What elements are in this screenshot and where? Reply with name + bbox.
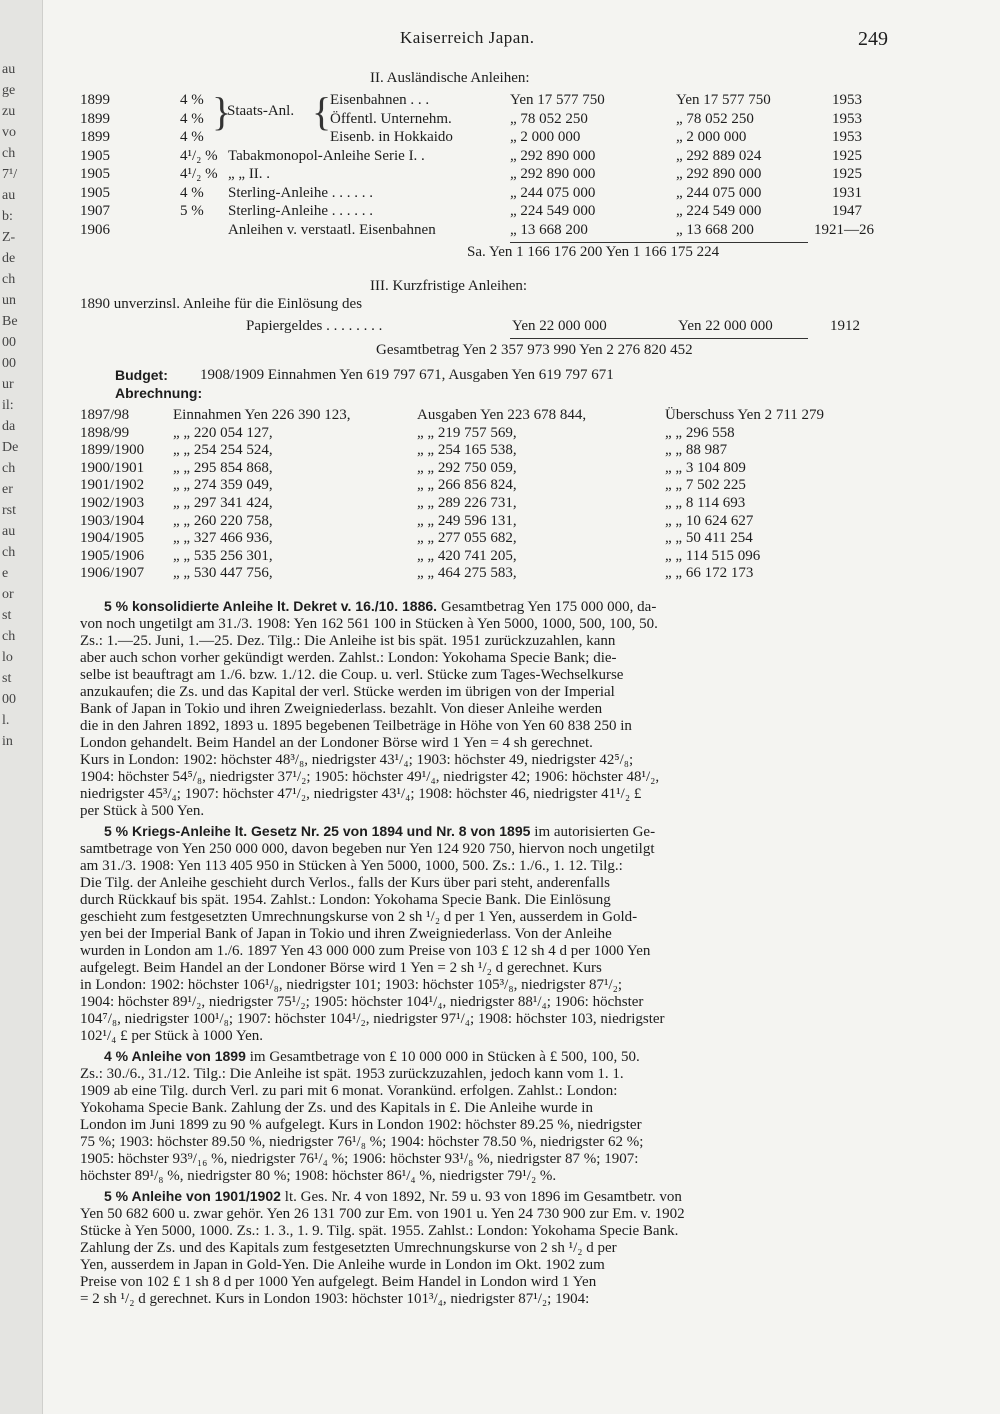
running-header: Kaiserreich Japan. (400, 28, 535, 47)
abrechnung-ausgaben: „ „ 464 275 583, (417, 565, 517, 582)
paragraph-text: im autorisierten Ge- (534, 824, 656, 840)
paragraph-line (80, 1188, 880, 1206)
margin-fragment: De (2, 440, 19, 455)
loan-nominal: „ 292 890 000 (510, 166, 596, 182)
paragraph-text: Gesamtbetrag Yen 175 000 000, da- (440, 599, 657, 615)
paragraph-line: aber auch schon vorher gekündigt werden. Zahlst.: London: Yokohama Specie Bank; die- (80, 650, 617, 666)
loan-maturity: 1921—26 (814, 221, 874, 238)
paragraph-line: Die Tilg. der Anleihe geschieht durch Verlos., falls der Kurs über pari steht, anderenfalls (80, 875, 611, 891)
paragraph-line: Zs.: 30./6., 31./12. Tilg.: Die Anleihe ist spät. 1953 zurückzuzahlen, jedoch kann vom 1. 1. (80, 1066, 624, 1082)
paragraph-line: geschieht zum festgesetzten Umrechnungskurse von 2 sh ¹/₂ d per 1 Yen, ausserdem in Gold- (80, 909, 638, 925)
margin-fragment: Z- (2, 230, 16, 245)
margin-fragment: ch (2, 461, 16, 476)
loan-year: 1905 (80, 166, 110, 182)
paragraph-heading: 5 % Kriegs-Anleihe lt. Gesetz Nr. 25 von 1894 und Nr. 8 von 1895 (104, 823, 535, 839)
paragraph-line: von noch ungetilgt am 31./3. 1908: Yen 162 561 100 in Stücken à Yen 5000, 1000, 500, 100, 50. (80, 616, 658, 632)
abrechnung-ueberschuss: „ „ 66 172 173 (665, 565, 754, 582)
loan-nominal: „ 244 075 000 (510, 184, 596, 201)
abrechnung-einnahmen: „ „ 295 854 868, (173, 459, 273, 476)
short-term-yen2: Yen 22 000 000 (678, 318, 773, 334)
loan-nominal: „ 13 668 200 (510, 221, 588, 238)
abrechnung-year: 1904/1905 (80, 530, 145, 547)
margin-fragment: un (2, 293, 16, 308)
margin-fragment: ch (2, 545, 16, 560)
margin-fragment: 7¹/ (2, 167, 18, 182)
paragraph-line: durch Rückkauf bis spät. 1954. Zahlst.: London: Yokohama Specie Bank. Die Einlösung (80, 892, 611, 908)
loan-name: Eisenbahnen . . . (330, 92, 430, 108)
loan-maturity: 1953 (832, 129, 862, 145)
paragraph-line (80, 1048, 880, 1066)
loan-maturity: 1931 (832, 184, 862, 201)
paragraph-text: lt. Ges. Nr. 4 von 1892, Nr. 59 u. 93 von 1896 im Gesamtbetr. von (284, 1189, 682, 1205)
abrechnung-einnahmen: „ „ 535 256 301, (173, 547, 273, 564)
loan-paragraph (80, 1188, 880, 1308)
loan-outstanding: „ 78 052 250 (676, 110, 754, 127)
paragraph-line: Bank of Japan in Tokio und ihren Zweigniederlass. bezahlt. Von dieser Anleihe werden (80, 701, 603, 717)
loan-outstanding: „ 13 668 200 (676, 221, 754, 238)
abrechnung-ueberschuss: „ „ 7 502 225 (665, 477, 746, 494)
abrechnung-ausgaben: „ „ 277 055 682, (417, 530, 517, 547)
abrechnung-ueberschuss: „ „ 114 515 096 (665, 547, 761, 564)
abrechnung-einnahmen: „ „ 327 466 936, (173, 530, 273, 547)
gesamt-rule (510, 338, 808, 339)
paragraph-line: am 31./3. 1908: Yen 113 405 950 in Stücken à Yen 5000, 1000, 500. Zs.: 1./6., 1. 12. Tilg.: (80, 858, 623, 874)
abrechnung-einnahmen: „ „ 254 254 524, (173, 442, 273, 459)
paragraph-line: London im Juni 1899 zu 90 % aufgelegt. Kurs in London 1902: höchster 89.25 %, niedrigster (80, 1117, 642, 1133)
margin-fragment: vo (2, 125, 16, 140)
loan-maturity: 1947 (832, 203, 862, 219)
abrechnung-ausgaben: Ausgaben Yen 223 678 844, (417, 407, 587, 423)
loan-rate: 5 % (180, 203, 204, 219)
loan-name: Sterling-Anleihe . . . . . . (228, 203, 373, 219)
loan-year: 1899 (80, 129, 110, 145)
margin-fragment: da (2, 419, 16, 434)
margin-fragment: au (2, 188, 16, 203)
abrechnung-ueberschuss: Überschuss Yen 2 711 279 (665, 407, 825, 423)
loan-rate: 4 % (180, 184, 204, 201)
paragraph-line: per Stück à 500 Yen. (80, 803, 205, 819)
loan-rate: 4 % (180, 110, 204, 127)
abrechnung-ausgaben: „ „ 249 596 131, (417, 512, 517, 529)
section-title-foreign-loans: II. Ausländische Anleihen: (370, 70, 530, 86)
loan-rate: 4¹/₂ % (180, 147, 218, 164)
abrechnung-year: 1898/99 (80, 424, 130, 441)
margin-fragment: in (2, 734, 13, 749)
margin-fragment: 00 (2, 356, 16, 371)
budget-label: Budget: (115, 367, 168, 383)
brace-left: } (212, 89, 232, 134)
paragraph-line: die in den Jahren 1892, 1893 u. 1895 begebenen Teilbeträge in Höhe von Yen 60 838 250 in (80, 718, 632, 734)
paragraph-line: London gehandelt. Beim Handel an der Londoner Börse wird 1 Yen = 4 sh gerechnet. (80, 735, 593, 751)
abrechnung-ueberschuss: „ „ 3 104 809 (665, 459, 746, 476)
margin-fragment: lo (2, 650, 13, 665)
paragraph-line: yen bei der Imperial Bank of Japan in Tokio und ihren Zweigniederlass. Von der Anleihe (80, 926, 612, 942)
abrechnung-year: 1905/1906 (80, 547, 145, 564)
loan-year: 1899 (80, 92, 110, 108)
loan-name: „ „ II. . (228, 166, 271, 182)
paragraph-line: wurden in London am 1./6. 1897 Yen 43 000 000 zum Preise von 103 £ 12 sh 4 d per 1000 Yen (80, 943, 651, 959)
abrechnung-year: 1902/1903 (80, 495, 145, 511)
loan-year: 1906 (80, 221, 110, 238)
paragraph-line: Preise von 102 £ 1 sh 8 d per 1000 Yen aufgelegt. Beim Handel in London wird 1 Yen (80, 1274, 597, 1290)
paragraph-line: samtbetrage von Yen 250 000 000, davon begeben nur Yen 124 920 750, hiervon noch ungetilgt (80, 841, 655, 857)
abrechnung-ausgaben: „ „ 254 165 538, (417, 442, 517, 459)
loan-nominal: „ 292 890 000 (510, 147, 596, 164)
margin-fragment: er (2, 482, 13, 497)
abrechnung-einnahmen: „ „ 260 220 758, (173, 512, 273, 529)
brace-right: { (312, 89, 332, 134)
staats-anl-label: Staats-Anl. (227, 103, 295, 119)
loan-nominal: „ 2 000 000 (510, 129, 581, 145)
abrechnung-einnahmen: Einnahmen Yen 226 390 123, (173, 407, 351, 423)
abrechnung-einnahmen: „ „ 220 054 127, (173, 424, 273, 441)
abrechnung-year: 1901/1902 (80, 477, 145, 494)
paragraph-line: selbe ist beauftragt am 1./6. bzw. 1./12. die Coup. u. verl. Stücke zum Tages-Wechselkurse (80, 667, 624, 683)
loan-name: Anleihen v. verstaatl. Eisenbahnen (228, 221, 436, 238)
abrechnung-einnahmen: „ „ 530 447 756, (173, 565, 273, 582)
paragraph-line: niedrigster 45³/₄; 1907: höchster 47¹/₂, niedrigster 43¹/₄; 1908: höchster 46, niedrigster 41¹/₂ £ (80, 786, 642, 802)
paragraph-line: Stücke à Yen 5000, 1000. Zs.: 1. 3., 1. 9. Tilg. spät. 1955. Zahlst.: London: Yokohama Specie Bank. (80, 1223, 679, 1239)
short-term-name: Papiergeldes . . . . . . . . (246, 318, 383, 334)
loan-year: 1907 (80, 203, 110, 219)
loan-paragraph (80, 1048, 880, 1185)
adjacent-page-edge (0, 0, 43, 1414)
margin-fragment: ch (2, 272, 16, 287)
short-term-yen1: Yen 22 000 000 (512, 318, 607, 334)
margin-fragment: au (2, 524, 16, 539)
loan-rate: 4 % (180, 92, 204, 108)
abrechnung-year: 1899/1900 (80, 442, 145, 459)
paragraph-line: 75 %; 1903: höchster 89.50 %, niedrigster 76¹/₈ %; 1904: höchster 78.50 %, niedrigster 62 %; (80, 1134, 644, 1150)
margin-fragment: e (2, 566, 9, 581)
short-term-line1: 1890 unverzinsl. Anleihe für die Einlösung des (80, 296, 363, 312)
paragraph-line: 1905: höchster 93⁹/₁₆ %, niedrigster 76¹/₄ %; 1906: höchster 93¹/₈ %, niedrigster 87 %; 1907: (80, 1151, 639, 1167)
margin-fragment: 00 (2, 692, 16, 707)
loan-year: 1899 (80, 110, 110, 127)
sum-rule (510, 242, 808, 243)
loan-nominal: Yen 17 577 750 (510, 92, 605, 108)
margin-fragment: Be (2, 314, 18, 329)
margin-fragment: zu (2, 104, 16, 119)
abrechnung-year: 1906/1907 (80, 565, 145, 582)
gesamtbetrag: Gesamtbetrag Yen 2 357 973 990 Yen 2 276 820 452 (376, 342, 693, 358)
loan-outstanding: Yen 17 577 750 (676, 92, 771, 108)
abrechnung-ausgaben: „ „ 292 750 059, (417, 459, 517, 476)
section-title-short-term: III. Kurzfristige Anleihen: (370, 278, 528, 294)
abrechnung-year: 1897/98 (80, 407, 130, 423)
abrechnung-ueberschuss: „ „ 8 114 693 (665, 495, 746, 511)
paragraph-heading: 5 % konsolidierte Anleihe lt. Dekret v. 16./10. 1886. (104, 598, 441, 614)
paragraph-line: 102¹/₄ £ per Stück à 1000 Yen. (80, 1028, 264, 1044)
margin-fragment: ch (2, 146, 16, 161)
abrechnung-year: 1900/1901 (80, 459, 145, 476)
paragraph-line: aufgelegt. Beim Handel an der Londoner Börse wird 1 Yen = 2 sh ¹/₂ d gerechnet. Kurs (80, 960, 602, 976)
paragraph-line: Zahlung der Zs. und des Kapitals zum festgesetzten Umrechnungskurse von 2 sh ¹/₂ d per (80, 1240, 617, 1256)
margin-fragment: ur (2, 377, 14, 392)
loan-name: Sterling-Anleihe . . . . . . (228, 184, 373, 201)
loan-rate: 4¹/₂ % (180, 166, 218, 182)
margin-fragment: b: (2, 209, 13, 224)
margin-fragment: ge (2, 83, 16, 98)
section2-sum: Sa. Yen 1 166 176 200 Yen 1 166 175 224 (467, 244, 720, 260)
paragraph-line: 104⁷/₈, niedrigster 100¹/₈; 1907: höchster 104¹/₂, niedrigster 97¹/₄; 1908: höchster 103, niedrigster (80, 1011, 665, 1027)
loan-maturity: 1953 (832, 110, 862, 127)
paragraph-line: in London: 1902: höchster 106¹/₈, niedrigster 101; 1903: höchster 105³/₈, niedrigster 87¹/₂; (80, 977, 623, 993)
paragraph-line: Kurs in London: 1902: höchster 48³/₈, niedrigster 43¹/₄; 1903: höchster 49, niedrigster 42⁵/₈; (80, 752, 634, 768)
abrechnung-ausgaben: „ „ 266 856 824, (417, 477, 517, 494)
paragraph-line: höchster 89¹/₈ %, niedrigster 80 %; 1908: höchster 86¹/₄ %, niedrigster 79¹/₂ %. (80, 1168, 557, 1184)
margin-fragment: or (2, 587, 14, 602)
loan-maturity: 1925 (832, 166, 862, 182)
abrechnung-einnahmen: „ „ 274 359 049, (173, 477, 273, 494)
abrechnung-label: Abrechnung: (115, 385, 203, 401)
margin-fragment: st (2, 608, 12, 623)
margin-fragment: st (2, 671, 12, 686)
abrechnung-year: 1903/1904 (80, 512, 145, 529)
loan-nominal: „ 78 052 250 (510, 110, 588, 127)
loan-name: Eisenb. in Hokkaido (330, 129, 453, 145)
paragraph-heading: 4 % Anleihe von 1899 (104, 1048, 250, 1064)
loan-rate: 4 % (180, 129, 204, 145)
budget-text: 1908/1909 Einnahmen Yen 619 797 671, Ausgaben Yen 619 797 671 (200, 367, 614, 383)
abrechnung-ueberschuss: „ „ 88 987 (665, 442, 728, 459)
paragraph-line: Yen, ausserdem in Japan in Gold-Yen. Die Anleihe wurde in London im Okt. 1902 zum (80, 1257, 605, 1273)
loan-maturity: 1953 (832, 92, 862, 108)
paragraph-line: Yokohama Specie Bank. Zahlung der Zs. und des Kapitals in £. Die Anleihe wurde in (80, 1100, 593, 1116)
paragraph-line: 1909 ab eine Tilg. durch Verl. zu pari mit 6 monat. Vorankünd. erfolgen. Zahlst.: London: (80, 1083, 618, 1099)
abrechnung-ausgaben: „ „ 219 757 569, (417, 424, 517, 441)
loan-name: Tabakmonopol-Anleihe Serie I. . (228, 147, 425, 164)
loan-year: 1905 (80, 184, 110, 201)
loan-name: Öffentl. Unternehm. (330, 110, 452, 127)
abrechnung-einnahmen: „ „ 297 341 424, (173, 495, 273, 511)
loan-outstanding: „ 292 890 000 (676, 166, 762, 182)
abrechnung-ueberschuss: „ „ 296 558 (665, 424, 735, 441)
abrechnung-ausgaben: „ „ 289 226 731, (417, 495, 517, 511)
loan-paragraph (80, 823, 880, 1045)
loan-paragraph (80, 598, 880, 820)
paragraph-line (80, 823, 880, 841)
margin-fragment: rst (2, 503, 16, 518)
short-term-maturity: 1912 (830, 318, 860, 334)
loan-outstanding: „ 292 889 024 (676, 147, 762, 164)
paragraph-line: anzukaufen; die Zs. und das Kapital der verl. Stücke werden im übrigen von der Imperial (80, 684, 615, 700)
paragraph-line: Yen 50 682 600 u. zwar gehör. Yen 26 131 700 zur Em. von 1901 u. Yen 24 730 900 zur Em. v. 1902 (80, 1206, 685, 1222)
loan-outstanding: „ 224 549 000 (676, 203, 762, 219)
margin-fragment: au (2, 62, 16, 77)
paragraph-line: 1904: höchster 89¹/₂, niedrigster 75¹/₂; 1905: höchster 104¹/₄, niedrigster 88¹/₄; 1906: höchster (80, 994, 644, 1010)
abrechnung-ueberschuss: „ „ 50 411 254 (665, 530, 753, 547)
margin-fragment: 00 (2, 335, 16, 350)
abrechnung-ueberschuss: „ „ 10 624 627 (665, 512, 754, 529)
margin-fragment: l. (2, 713, 10, 728)
paragraph-heading: 5 % Anleihe von 1901/1902 (104, 1188, 285, 1204)
paragraph-line (80, 598, 880, 616)
page-number: 249 (858, 28, 888, 50)
loan-outstanding: „ 244 075 000 (676, 184, 762, 201)
margin-fragment: ch (2, 629, 16, 644)
paragraph-line: 1904: höchster 54⁵/₈, niedrigster 37¹/₂; 1905: höchster 49¹/₄, niedrigster 42; 1906: höchster 48¹/₂, (80, 769, 660, 785)
loan-maturity: 1925 (832, 147, 862, 164)
paragraph-line: Zs.: 1.—25. Juni, 1.—25. Dez. Tilg.: Die Anleihe ist bis spät. 1951 zurückzuzahlen, kann (80, 633, 616, 649)
loan-nominal: „ 224 549 000 (510, 203, 596, 219)
loan-year: 1905 (80, 147, 110, 164)
paragraph-line: = 2 sh ¹/₂ d gerechnet. Kurs in London 1903: höchster 101³/₄, niedrigster 87¹/₂; 1904: (80, 1291, 590, 1307)
paragraph-text: im Gesamtbetrage von £ 10 000 000 in Stücken à £ 500, 100, 50. (249, 1049, 640, 1065)
loan-outstanding: „ 2 000 000 (676, 129, 747, 145)
margin-fragment: de (2, 251, 16, 266)
margin-fragment: il: (2, 398, 14, 413)
loan-paragraphs (80, 598, 880, 1311)
abrechnung-ausgaben: „ „ 420 741 205, (417, 547, 517, 564)
